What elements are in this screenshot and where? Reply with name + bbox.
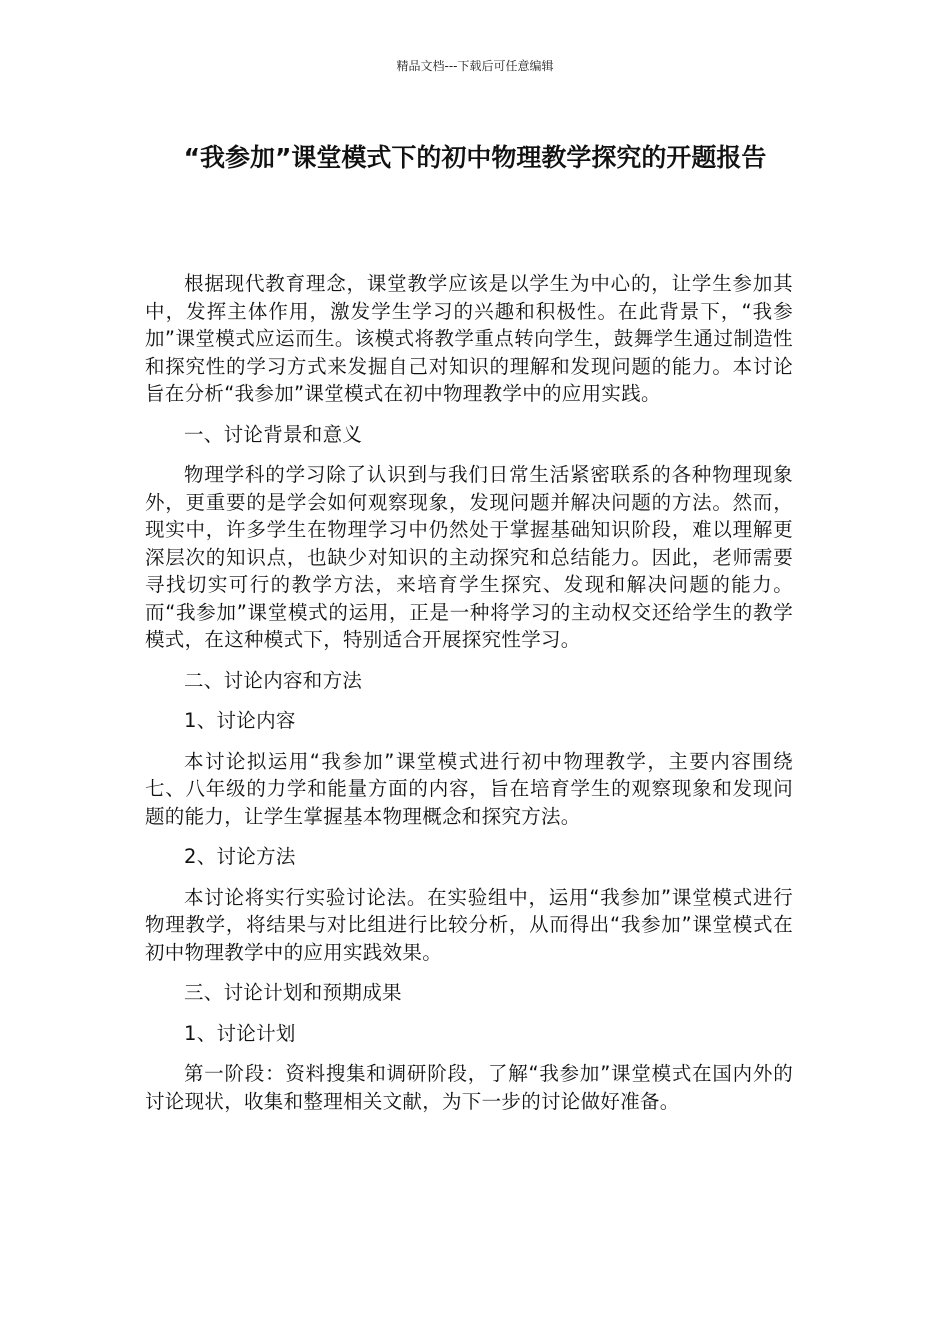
document-body — [145, 270, 793, 1128]
content-paragraph: 本讨论拟运用“我参加”课堂模式进行初中物理教学，主要内容围绕七、八年级的力学和能量方面的内容，旨在培育学生的观察现象和发现问题的能力，让学生掌握基本物理概念和探究方法。 — [145, 749, 793, 828]
subsection-heading-content: 1、讨论内容 — [184, 709, 296, 732]
subsection-heading-plan: 1、讨论计划 — [184, 1021, 296, 1045]
background-paragraph: 物理学科的学习除了认识到与我们日常生活紧密联系的各种物理现象外，更重要的是学会如何观察现象，发现问题并解决问题的方法。然而，现实中，许多学生在物理学习中仍然处于掌握基础知识阶段，难以理解更深层次的知识点，也缺少对知识的主动探究和总结能力。因此，老师需要寻找切实可行的教学方法，来培育学生探究、发现和解决问题的能力。而“我参加”课堂模式的运用，正是一种将学习的主动权交还给学生的教学模式，在这种模式下，特别适合开展探究性学习。 — [145, 463, 793, 651]
subsection-heading-method: 2、讨论方法 — [184, 845, 296, 868]
document-title: “我参加”课堂模式下的初中物理教学探究的开题报告 — [183, 143, 767, 172]
header-note: 精品文档---下载后可任意编辑 — [396, 59, 554, 73]
stage1-paragraph: 第一阶段：资料搜集和调研阶段，了解“我参加”课堂模式在国内外的讨论现状，收集和整理相关文献，为下一步的讨论做好准备。 — [145, 1062, 793, 1113]
method-paragraph: 本讨论将实行实验讨论法。在实验组中，运用“我参加”课堂模式进行物理教学，将结果与对比组进行比较分析，从而得出“我参加”课堂模式在初中物理教学中的应用实践效果。 — [145, 885, 793, 964]
section-heading-content-method: 二、讨论内容和方法 — [184, 668, 363, 692]
section-heading-background: 一、讨论背景和意义 — [184, 422, 363, 446]
section-heading-plan: 三、讨论计划和预期成果 — [184, 981, 402, 1004]
intro-paragraph: 根据现代教育理念，课堂教学应该是以学生为中心的，让学生参加其中，发挥主体作用，激发学生学习的兴趣和积极性。在此背景下，“我参加”课堂模式应运而生。该模式将教学重点转向学生，鼓舞学生通过制造性和探究性的学习方式来发掘自己对知识的理解和发现问题的能力。本讨论旨在分析“我参加”课堂模式在初中物理教学中的应用实践。 — [145, 272, 793, 405]
